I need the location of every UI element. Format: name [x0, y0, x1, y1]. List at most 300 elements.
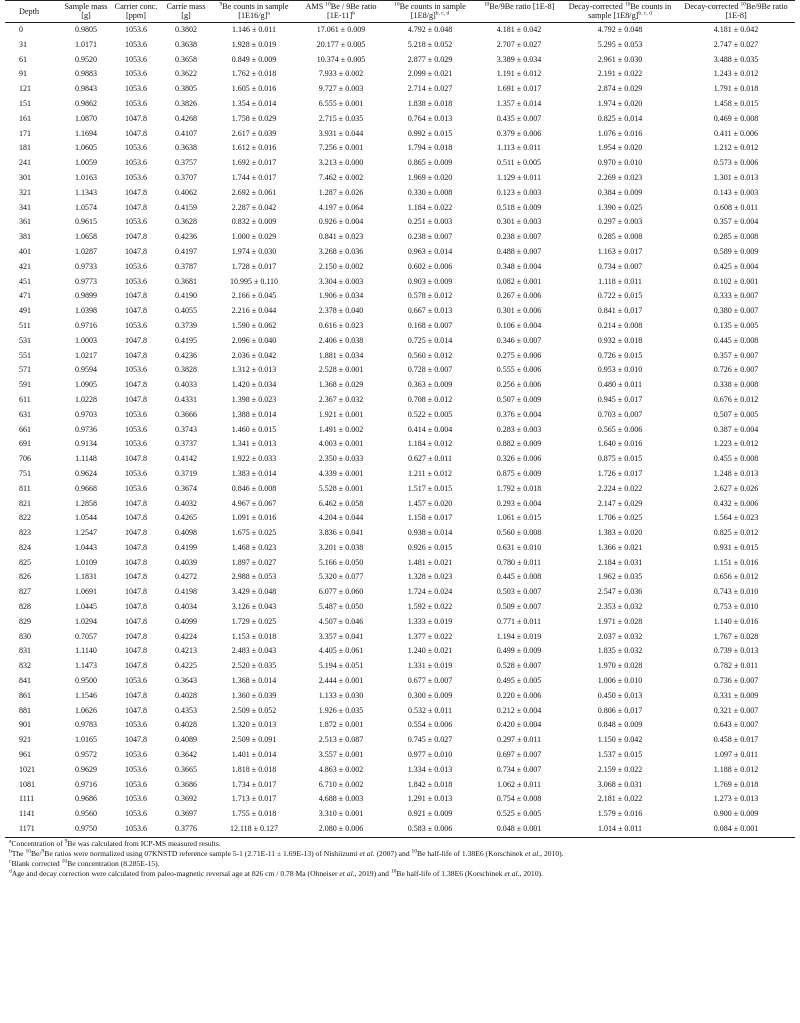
cell-carrier-mass: 0.3638 [175, 143, 197, 153]
cell-depth: 823 [19, 528, 31, 538]
cell-carrier-mass: 0.3719 [175, 468, 197, 478]
cell-decay-corrected-counts: 1.390 ± 0.025 [597, 202, 643, 212]
cell-10be-counts: 0.865 ± 0.009 [407, 158, 453, 168]
cell-sample-mass: 0.9805 [75, 25, 97, 34]
cell-decay-corrected-counts: 1.706 ± 0.025 [597, 513, 643, 523]
cell-10be-counts: 0.532 ± 0.011 [407, 705, 453, 715]
cell-carrier-conc: 1047.8 [125, 513, 147, 523]
cell-10be-counts: 0.963 ± 0.014 [407, 246, 453, 256]
cell-decay-corrected-ratio: 1.243 ± 0.012 [713, 69, 759, 79]
cell-9be-counts: 1.612 ± 0.016 [231, 143, 277, 153]
cell-10be-9be-ratio: 0.555 ± 0.006 [496, 365, 542, 375]
cell-decay-corrected-counts: 2.547 ± 0.036 [597, 587, 643, 597]
cell-carrier-mass: 0.4197 [175, 246, 197, 256]
cell-sample-mass: 1.0228 [75, 394, 97, 404]
cell-sample-mass: 0.9899 [75, 291, 97, 301]
cell-carrier-conc: 1047.8 [125, 602, 147, 612]
cell-carrier-conc: 1053.6 [125, 365, 147, 375]
table-row [5, 408, 795, 423]
cell-decay-corrected-ratio: 0.782 ± 0.011 [713, 661, 759, 671]
cell-carrier-mass: 0.3666 [175, 409, 197, 419]
cell-decay-corrected-ratio: 1.212 ± 0.012 [713, 143, 759, 153]
cell-9be-counts: 1.383 ± 0.014 [231, 468, 277, 478]
cell-decay-corrected-counts: 3.068 ± 0.031 [597, 779, 643, 789]
table-row [5, 349, 795, 364]
cell-carrier-conc: 1047.8 [125, 335, 147, 345]
cell-9be-counts: 2.509 ± 0.052 [231, 705, 277, 715]
cell-10be-9be-ratio: 0.293 ± 0.004 [496, 498, 542, 508]
cell-9be-counts: 4.967 ± 0.067 [231, 498, 277, 508]
cell-9be-counts: 2.692 ± 0.061 [231, 187, 277, 197]
cell-10be-counts: 0.578 ± 0.012 [407, 291, 453, 301]
cell-carrier-conc: 1047.8 [125, 246, 147, 256]
cell-decay-corrected-counts: 1.014 ± 0.011 [597, 824, 643, 834]
cell-depth: 531 [19, 335, 31, 345]
cell-decay-corrected-counts: 2.159 ± 0.022 [597, 764, 643, 774]
table-row [5, 792, 795, 807]
cell-depth: 961 [19, 750, 31, 760]
cell-depth: 661 [19, 424, 31, 434]
cell-sample-mass: 0.9773 [75, 276, 97, 286]
cell-depth: 824 [19, 542, 31, 552]
table-row [5, 674, 795, 689]
cell-decay-corrected-counts: 1.118 ± 0.011 [598, 276, 642, 286]
cell-carrier-conc: 1053.6 [125, 217, 147, 227]
cell-10be-9be-ratio: 0.238 ± 0.007 [496, 232, 542, 242]
cell-carrier-conc: 1053.6 [125, 69, 147, 79]
cell-decay-corrected-ratio: 0.338 ± 0.008 [713, 380, 759, 390]
cell-depth: 31 [19, 39, 27, 49]
cell-decay-corrected-ratio: 2.747 ± 0.027 [713, 39, 759, 49]
cell-9be-counts: 12.118 ± 0.127 [229, 824, 279, 834]
cell-sample-mass: 1.0443 [75, 542, 97, 552]
cell-ams-ratio: 2.444 ± 0.001 [318, 676, 364, 686]
cell-10be-counts: 0.921 ± 0.009 [407, 809, 453, 819]
cell-sample-mass: 1.0109 [75, 557, 97, 567]
table-row [5, 201, 795, 216]
cell-depth: 832 [19, 661, 31, 671]
cell-carrier-conc: 1053.6 [125, 824, 147, 834]
table-row [5, 319, 795, 334]
cell-10be-counts: 1.457 ± 0.020 [407, 498, 453, 508]
table-row [5, 718, 795, 733]
cell-sample-mass: 1.1546 [75, 690, 97, 700]
cell-depth: 825 [19, 557, 31, 567]
cell-ams-ratio: 3.931 ± 0.044 [318, 128, 364, 138]
cell-9be-counts: 0.846 ± 0.008 [231, 483, 277, 493]
cell-9be-counts: 2.988 ± 0.053 [231, 572, 277, 582]
cell-10be-9be-ratio: 0.875 ± 0.009 [496, 468, 542, 478]
cell-depth: 181 [19, 143, 31, 153]
cell-depth: 571 [19, 365, 31, 375]
cell-10be-counts: 1.291 ± 0.013 [407, 794, 453, 804]
cell-sample-mass: 0.9629 [75, 764, 97, 774]
cell-depth: 861 [19, 690, 31, 700]
cell-decay-corrected-ratio: 0.656 ± 0.012 [713, 572, 759, 582]
cell-carrier-conc: 1047.8 [125, 528, 147, 538]
cell-carrier-conc: 1053.6 [125, 320, 147, 330]
cell-9be-counts: 1.354 ± 0.014 [231, 98, 277, 108]
cell-sample-mass: 0.9134 [75, 439, 97, 449]
cell-decay-corrected-ratio: 0.445 ± 0.008 [713, 335, 759, 345]
cell-ams-ratio: 1.881 ± 0.034 [318, 350, 364, 360]
cell-ams-ratio: 1.872 ± 0.001 [318, 720, 364, 730]
cell-carrier-conc: 1053.6 [125, 483, 147, 493]
table-row [5, 526, 795, 541]
cell-10be-counts: 1.481 ± 0.021 [407, 557, 453, 567]
cell-depth: 1111 [19, 794, 35, 804]
cell-10be-counts: 0.522 ± 0.005 [407, 409, 453, 419]
cell-carrier-conc: 1047.8 [125, 350, 147, 360]
cell-10be-counts: 1.158 ± 0.017 [407, 513, 453, 523]
cell-9be-counts: 2.096 ± 0.040 [231, 335, 277, 345]
table-row [5, 556, 795, 571]
table-row [5, 334, 795, 349]
cell-10be-counts: 1.724 ± 0.024 [407, 587, 453, 597]
cell-decay-corrected-counts: 0.970 ± 0.010 [597, 158, 643, 168]
cell-decay-corrected-counts: 1.962 ± 0.035 [597, 572, 643, 582]
cell-10be-counts: 1.333 ± 0.019 [407, 616, 453, 626]
table-row [5, 97, 795, 112]
cell-decay-corrected-counts: 1.954 ± 0.020 [597, 143, 643, 153]
cell-depth: 706 [19, 454, 31, 464]
cell-carrier-conc: 1053.6 [125, 764, 147, 774]
cell-carrier-conc: 1053.6 [125, 439, 147, 449]
cell-depth: 631 [19, 409, 31, 419]
cell-carrier-conc: 1053.6 [125, 779, 147, 789]
cell-ams-ratio: 7.462 ± 0.002 [318, 172, 364, 182]
cell-sample-mass: 0.9716 [75, 320, 97, 330]
cell-carrier-mass: 0.4099 [175, 616, 197, 626]
cell-depth: 171 [19, 128, 31, 138]
header-decay-corrected-counts: Decay-corrected $^{10}$Be counts in sample $[1E8/g]^{b, c, d}$ [568, 1, 672, 20]
cell-sample-mass: 1.0905 [75, 380, 97, 390]
cell-10be-9be-ratio: 0.734 ± 0.007 [496, 764, 542, 774]
cell-ams-ratio: 5.487 ± 0.050 [318, 602, 364, 612]
cell-ams-ratio: 0.926 ± 0.004 [318, 217, 364, 227]
cell-decay-corrected-ratio: 0.285 ± 0.008 [713, 232, 759, 242]
cell-depth: 829 [19, 616, 31, 626]
cell-9be-counts: 1.713 ± 0.017 [231, 794, 277, 804]
cell-9be-counts: 1.590 ± 0.062 [231, 320, 277, 330]
cell-decay-corrected-ratio: 0.931 ± 0.015 [713, 542, 759, 552]
cell-10be-9be-ratio: 0.301 ± 0.003 [496, 217, 542, 227]
cell-9be-counts: 2.520 ± 0.035 [231, 661, 277, 671]
cell-ams-ratio: 2.528 ± 0.001 [318, 365, 364, 375]
cell-10be-9be-ratio: 2.707 ± 0.027 [496, 39, 542, 49]
table-row [5, 393, 795, 408]
cell-carrier-mass: 0.3802 [175, 25, 197, 34]
cell-10be-9be-ratio: 0.528 ± 0.007 [496, 661, 542, 671]
cell-decay-corrected-ratio: 0.507 ± 0.005 [713, 409, 759, 419]
cell-depth: 1021 [19, 764, 35, 774]
cell-9be-counts: 1.420 ± 0.034 [231, 380, 277, 390]
cell-ams-ratio: 5.528 ± 0.001 [318, 483, 364, 493]
cell-carrier-conc: 1053.6 [125, 54, 147, 64]
cell-10be-9be-ratio: 0.525 ± 0.005 [496, 809, 542, 819]
cell-decay-corrected-ratio: 0.743 ± 0.010 [713, 587, 759, 597]
table-row [5, 437, 795, 452]
cell-decay-corrected-ratio: 1.151 ± 0.016 [713, 557, 759, 567]
cell-sample-mass: 1.0691 [75, 587, 97, 597]
cell-depth: 691 [19, 439, 31, 449]
cell-9be-counts: 1.146 ± 0.011 [231, 25, 277, 34]
cell-carrier-conc: 1047.8 [125, 646, 147, 656]
cell-decay-corrected-ratio: 0.900 ± 0.009 [713, 809, 759, 819]
cell-carrier-conc: 1053.6 [125, 676, 147, 686]
cell-ams-ratio: 2.715 ± 0.035 [318, 113, 364, 123]
footnote-b: $^b$The $^{10}$Be/$^9$Be ratios were normalized using 07KNSTD reference sample 5-1 (2.71E-11 ± 1.69E-13) of Nishiizumi et al. (2007) and $^{10}$Be half-life of 1.38E6 (Korschinek et al., 2010). [9, 848, 564, 858]
cell-carrier-mass: 0.4033 [175, 380, 197, 390]
cell-10be-9be-ratio: 0.771 ± 0.011 [496, 616, 542, 626]
cell-9be-counts: 0.832 ± 0.009 [231, 217, 277, 227]
cell-decay-corrected-ratio: 0.739 ± 0.013 [713, 646, 759, 656]
table-row [5, 511, 795, 526]
cell-decay-corrected-ratio: 1.273 ± 0.013 [713, 794, 759, 804]
table-row [5, 38, 795, 53]
cell-decay-corrected-ratio: 0.380 ± 0.007 [713, 306, 759, 316]
cell-9be-counts: 1.153 ± 0.018 [231, 631, 277, 641]
cell-9be-counts: 1.341 ± 0.013 [231, 439, 277, 449]
cell-10be-counts: 1.377 ± 0.022 [407, 631, 453, 641]
cell-10be-counts: 2.714 ± 0.027 [407, 84, 453, 94]
cell-ams-ratio: 1.906 ± 0.034 [318, 291, 364, 301]
cell-9be-counts: 2.509 ± 0.091 [231, 735, 277, 745]
cell-carrier-conc: 1047.8 [125, 454, 147, 464]
cell-decay-corrected-ratio: 1.769 ± 0.018 [713, 779, 759, 789]
cell-10be-counts: 1.794 ± 0.018 [407, 143, 453, 153]
table-row [5, 644, 795, 659]
cell-carrier-mass: 0.4198 [175, 587, 197, 597]
cell-decay-corrected-ratio: 0.331 ± 0.009 [713, 690, 759, 700]
table-row [5, 378, 795, 393]
cell-carrier-mass: 0.4331 [175, 394, 197, 404]
cell-9be-counts: 1.897 ± 0.027 [231, 557, 277, 567]
cell-carrier-mass: 0.3686 [175, 779, 197, 789]
cell-carrier-mass: 0.3805 [175, 84, 197, 94]
cell-sample-mass: 1.2858 [75, 498, 97, 508]
cell-ams-ratio: 5.166 ± 0.050 [318, 557, 364, 567]
cell-depth: 1081 [19, 779, 35, 789]
cell-sample-mass: 1.0445 [75, 602, 97, 612]
cell-decay-corrected-ratio: 0.643 ± 0.007 [713, 720, 759, 730]
cell-decay-corrected-counts: 2.184 ± 0.031 [597, 557, 643, 567]
cell-decay-corrected-ratio: 0.608 ± 0.011 [713, 202, 759, 212]
cell-9be-counts: 1.605 ± 0.016 [231, 84, 277, 94]
cell-10be-counts: 1.517 ± 0.015 [407, 483, 453, 493]
cell-sample-mass: 0.9862 [75, 98, 97, 108]
header-9be-counts: $^9$Be counts in sample $[1E16/g]^a$ [219, 1, 289, 20]
cell-10be-counts: 0.667 ± 0.013 [407, 306, 453, 316]
cell-carrier-mass: 0.3681 [175, 276, 197, 286]
cell-9be-counts: 1.360 ± 0.039 [231, 690, 277, 700]
cell-decay-corrected-counts: 2.353 ± 0.032 [597, 602, 643, 612]
cell-decay-corrected-counts: 0.932 ± 0.018 [597, 335, 643, 345]
cell-10be-counts: 0.238 ± 0.007 [407, 232, 453, 242]
table-row [5, 171, 795, 186]
cell-10be-counts: 0.728 ± 0.007 [407, 365, 453, 375]
cell-10be-counts: 0.992 ± 0.015 [407, 128, 453, 138]
cell-carrier-conc: 1047.8 [125, 661, 147, 671]
cell-carrier-mass: 0.3739 [175, 320, 197, 330]
cell-carrier-conc: 1047.8 [125, 291, 147, 301]
header-depth: Depth [19, 6, 40, 16]
cell-decay-corrected-ratio: 0.676 ± 0.012 [713, 394, 759, 404]
cell-sample-mass: 1.1694 [75, 128, 97, 138]
cell-9be-counts: 1.762 ± 0.018 [231, 69, 277, 79]
cell-carrier-mass: 0.4159 [175, 202, 197, 212]
table-row [5, 67, 795, 82]
cell-ams-ratio: 1.368 ± 0.029 [318, 380, 364, 390]
cell-decay-corrected-counts: 5.295 ± 0.053 [597, 39, 643, 49]
cell-carrier-mass: 0.4028 [175, 690, 197, 700]
cell-carrier-conc: 1047.8 [125, 187, 147, 197]
cell-10be-9be-ratio: 0.082 ± 0.001 [496, 276, 542, 286]
cell-decay-corrected-counts: 2.224 ± 0.022 [597, 483, 643, 493]
cell-carrier-mass: 0.3628 [175, 217, 197, 227]
cell-depth: 1171 [19, 824, 35, 834]
cell-carrier-mass: 0.4107 [175, 128, 197, 138]
table-row [5, 630, 795, 645]
cell-9be-counts: 1.755 ± 0.018 [231, 809, 277, 819]
cell-ams-ratio: 6.077 ± 0.060 [318, 587, 364, 597]
cell-decay-corrected-ratio: 1.188 ± 0.012 [713, 764, 759, 774]
cell-10be-counts: 0.602 ± 0.006 [407, 261, 453, 271]
cell-sample-mass: 0.9615 [75, 217, 97, 227]
cell-decay-corrected-counts: 0.450 ± 0.013 [597, 690, 643, 700]
cell-9be-counts: 1.675 ± 0.025 [231, 528, 277, 538]
cell-9be-counts: 2.036 ± 0.042 [231, 350, 277, 360]
table-row [5, 807, 795, 822]
cell-decay-corrected-counts: 1.726 ± 0.017 [597, 468, 643, 478]
cell-10be-9be-ratio: 0.256 ± 0.006 [496, 380, 542, 390]
cell-sample-mass: 0.9783 [75, 720, 97, 730]
cell-carrier-mass: 0.4055 [175, 306, 197, 316]
cell-depth: 121 [19, 84, 31, 94]
table-row [5, 585, 795, 600]
cell-carrier-mass: 0.3665 [175, 764, 197, 774]
cell-decay-corrected-ratio: 1.301 ± 0.013 [713, 172, 759, 182]
cell-ams-ratio: 5.194 ± 0.051 [318, 661, 364, 671]
cell-decay-corrected-ratio: 0.469 ± 0.008 [713, 113, 759, 123]
cell-carrier-conc: 1053.6 [125, 750, 147, 760]
cell-ams-ratio: 0.616 ± 0.023 [318, 320, 364, 330]
cell-9be-counts: 1.922 ± 0.033 [231, 454, 277, 464]
cell-10be-9be-ratio: 0.106 ± 0.004 [496, 320, 542, 330]
cell-decay-corrected-counts: 1.835 ± 0.032 [597, 646, 643, 656]
cell-depth: 91 [19, 69, 27, 79]
cell-decay-corrected-ratio: 0.825 ± 0.012 [713, 528, 759, 538]
cell-10be-counts: 1.334 ± 0.013 [407, 764, 453, 774]
cell-decay-corrected-ratio: 1.140 ± 0.016 [713, 616, 759, 626]
cell-ams-ratio: 2.378 ± 0.040 [318, 306, 364, 316]
cell-decay-corrected-ratio: 0.726 ± 0.007 [713, 365, 759, 375]
cell-10be-9be-ratio: 0.275 ± 0.006 [496, 350, 542, 360]
cell-decay-corrected-ratio: 0.753 ± 0.010 [713, 602, 759, 612]
cell-decay-corrected-counts: 1.366 ± 0.021 [597, 542, 643, 552]
cell-ams-ratio: 1.287 ± 0.026 [318, 187, 364, 197]
cell-ams-ratio: 4.405 ± 0.061 [318, 646, 364, 656]
cell-carrier-conc: 1053.6 [125, 84, 147, 94]
header-10be-counts: $^{10}$Be counts in sample $[1E8/g]^{b, c, d}$ [394, 1, 466, 20]
cell-carrier-conc: 1047.8 [125, 542, 147, 552]
cell-decay-corrected-counts: 1.076 ± 0.016 [597, 128, 643, 138]
cell-carrier-conc: 1047.8 [125, 380, 147, 390]
cell-ams-ratio: 4.339 ± 0.001 [318, 468, 364, 478]
cell-9be-counts: 1.401 ± 0.014 [231, 750, 277, 760]
cell-9be-counts: 10.995 ± 0.110 [229, 276, 279, 286]
cell-carrier-mass: 0.3828 [175, 365, 197, 375]
cell-9be-counts: 2.617 ± 0.039 [231, 128, 277, 138]
cell-9be-counts: 1.758 ± 0.029 [231, 113, 277, 123]
cell-carrier-conc: 1047.8 [125, 394, 147, 404]
cell-decay-corrected-counts: 0.480 ± 0.011 [597, 380, 643, 390]
cell-carrier-mass: 0.3743 [175, 424, 197, 434]
cell-carrier-conc: 1053.6 [125, 25, 147, 34]
footnote-a: $^a$Concentration of $^9$Be was calculated from ICP-MS measured results. [9, 838, 221, 848]
cell-sample-mass: 1.0171 [75, 39, 97, 49]
cell-10be-counts: 1.184 ± 0.012 [407, 439, 453, 449]
cell-carrier-mass: 0.4353 [175, 705, 197, 715]
table-row [5, 423, 795, 438]
cell-decay-corrected-ratio: 0.357 ± 0.007 [713, 350, 759, 360]
cell-decay-corrected-counts: 2.269 ± 0.023 [597, 172, 643, 182]
cell-carrier-conc: 1053.6 [125, 172, 147, 182]
table-row [5, 659, 795, 674]
table-row [5, 615, 795, 630]
cell-10be-9be-ratio: 0.301 ± 0.006 [496, 306, 542, 316]
cell-carrier-mass: 0.3674 [175, 483, 197, 493]
cell-depth: 901 [19, 720, 31, 730]
cell-sample-mass: 0.9716 [75, 779, 97, 789]
cell-depth: 421 [19, 261, 31, 271]
cell-ams-ratio: 2.080 ± 0.006 [318, 824, 364, 834]
cell-ams-ratio: 3.304 ± 0.003 [318, 276, 364, 286]
cell-sample-mass: 1.1140 [75, 646, 97, 656]
cell-ams-ratio: 10.374 ± 0.005 [316, 54, 366, 64]
cell-depth: 841 [19, 676, 31, 686]
cell-10be-9be-ratio: 1.194 ± 0.019 [496, 631, 542, 641]
cell-decay-corrected-counts: 2.191 ± 0.022 [597, 69, 643, 79]
cell-decay-corrected-counts: 0.285 ± 0.008 [597, 232, 643, 242]
cell-ams-ratio: 3.310 ± 0.001 [318, 809, 364, 819]
cell-10be-9be-ratio: 0.507 ± 0.009 [496, 394, 542, 404]
cell-decay-corrected-counts: 0.806 ± 0.017 [597, 705, 643, 715]
cell-9be-counts: 1.974 ± 0.030 [231, 246, 277, 256]
cell-carrier-conc: 1053.6 [125, 261, 147, 271]
cell-depth: 821 [19, 498, 31, 508]
cell-carrier-mass: 0.3707 [175, 172, 197, 182]
footnotes [5, 838, 795, 879]
cell-ams-ratio: 0.841 ± 0.023 [318, 232, 364, 242]
cell-decay-corrected-ratio: 0.321 ± 0.007 [713, 705, 759, 715]
cell-ams-ratio: 2.350 ± 0.033 [318, 454, 364, 464]
cell-decay-corrected-ratio: 0.455 ± 0.008 [713, 454, 759, 464]
table-row [5, 763, 795, 778]
cell-10be-counts: 1.331 ± 0.019 [407, 661, 453, 671]
cell-ams-ratio: 1.133 ± 0.030 [318, 690, 364, 700]
cell-10be-counts: 2.877 ± 0.029 [407, 54, 453, 64]
cell-10be-9be-ratio: 0.488 ± 0.007 [496, 246, 542, 256]
cell-sample-mass: 1.0003 [75, 335, 97, 345]
cell-sample-mass: 1.2547 [75, 528, 97, 538]
cell-ams-ratio: 2.406 ± 0.038 [318, 335, 364, 345]
cell-sample-mass: 0.9883 [75, 69, 97, 79]
cell-decay-corrected-ratio: 1.791 ± 0.018 [713, 84, 759, 94]
cell-decay-corrected-ratio: 0.736 ± 0.007 [713, 676, 759, 686]
table-row [5, 82, 795, 97]
cell-depth: 341 [19, 202, 31, 212]
